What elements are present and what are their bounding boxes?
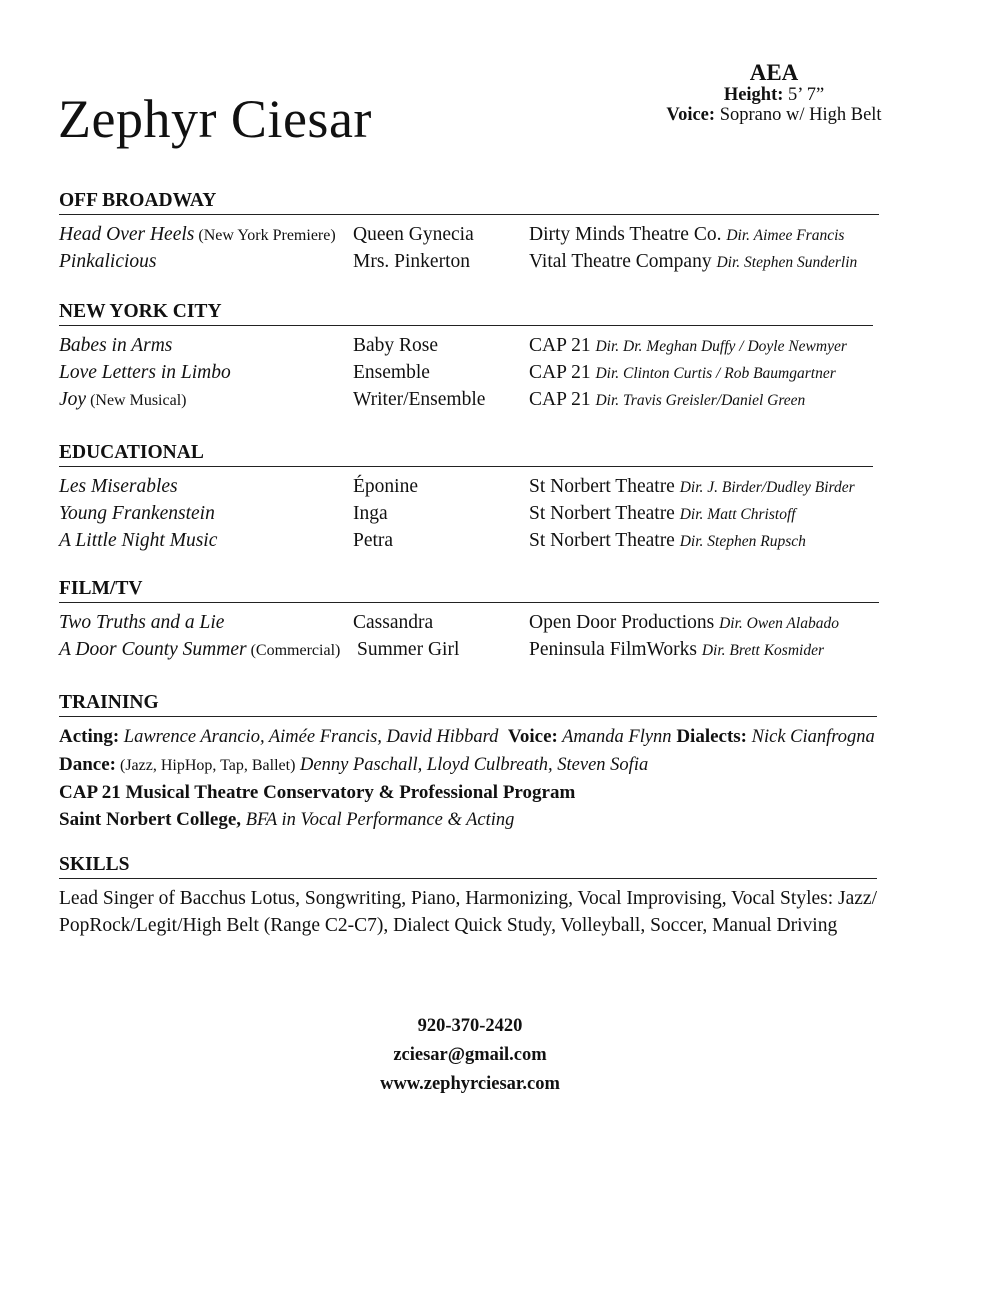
director: Dir. Travis Greisler/Daniel Green [595,392,806,409]
credit-row [59,248,879,275]
credit-row [59,386,873,413]
role: Queen Gynecia [353,224,474,245]
dance-styles: (Jazz, HipHop, Tap, Ballet) [115,757,296,774]
role: Cassandra [353,612,434,633]
section-training [59,692,877,834]
contact-phone: 920-370-2420 [417,1016,523,1036]
show-title: A Door County Summer [59,639,247,660]
section-off-broadway [59,190,879,275]
role: Ensemble [353,362,430,383]
dance-label: Dance: [59,754,116,775]
show-title: Joy [59,389,87,410]
skills-line: PopRock/Legit/High Belt (Range C2-C7), Dialect Quick Study, Volleyball, Soccer, Manual Driving [59,915,838,936]
section-new-york-city [59,301,873,413]
height-label: Height: [723,85,784,105]
acting-label: Acting: [59,726,120,747]
section-title: FILM/TV [59,578,879,603]
dialects-teachers: Nick Cianfrogna [747,727,875,747]
credit-row [59,221,879,248]
section-educational [59,442,873,554]
director: Dir. Clinton Curtis / Rob Baumgartner [595,365,836,382]
section-film-tv [59,578,879,663]
section-title: NEW YORK CITY [59,301,873,326]
voice-teachers: Amanda Flynn [557,727,672,747]
director: Dir. J. Birder/Dudley Birder [679,479,855,496]
director: Dir. Owen Alabado [719,615,839,632]
director: Dir. Stephen Rupsch [679,533,806,550]
actor-name: Zephyr Ciesar [58,89,372,149]
show-note: (New York Premiere) [194,227,336,244]
skills-text [59,885,877,939]
director: Dir. Aimee Francis [726,227,845,244]
show-title: Head Over Heels [59,224,195,245]
section-title: OFF BROADWAY [59,190,879,215]
credit-row [59,332,873,359]
venue: Vital Theatre Company [529,251,717,272]
venue: Peninsula FilmWorks [529,639,702,660]
credit-row [59,500,873,527]
venue: St Norbert Theatre [529,503,680,524]
role: Writer/Ensemble [353,389,486,410]
role: Petra [353,530,394,551]
section-title: SKILLS [59,854,877,879]
show-title: Love Letters in Limbo [59,362,231,383]
voice-value: Soprano w/ High Belt [715,105,882,125]
voice-line [620,106,928,125]
show-title: Les Miserables [59,476,178,497]
show-title: Pinkalicious [59,251,157,272]
director: Dir. Dr. Meghan Duffy / Doyle Newmyer [595,338,847,355]
contact-block [0,1012,940,1099]
section-title: TRAINING [59,692,877,717]
show-note: (New Musical) [86,392,187,409]
venue: St Norbert Theatre [529,476,680,497]
credit-row [59,473,873,500]
height-value: 5’ 7” [783,85,825,105]
dance-teachers: Denny Paschall, Lloyd Culbreath, Steven Sofia [295,755,649,775]
role: Éponine [353,476,418,497]
role: Mrs. Pinkerton [353,251,470,272]
show-title: Young Frankenstein [59,503,215,524]
show-title: Two Truths and a Lie [59,612,225,633]
training-program: CAP 21 Musical Theatre Conservatory & Professional Program [59,782,576,803]
contact-website: www.zephyrciesar.com [380,1074,560,1094]
height-line [640,86,908,105]
credit-row [59,636,879,663]
venue: CAP 21 [529,389,596,410]
role: Baby Rose [353,335,439,356]
director: Dir. Brett Kosmider [701,642,824,659]
venue: Open Door Productions [529,612,720,633]
training-college-line [59,806,877,834]
union-affiliation: AEA [749,60,799,85]
role: Inga [353,503,388,524]
show-title: A Little Night Music [59,530,218,551]
skills-line: Lead Singer of Bacchus Lotus, Songwriting, Piano, Harmonizing, Vocal Improvising, Vocal Styles: Jazz/ [59,888,877,909]
venue: CAP 21 [529,335,596,356]
section-title: EDUCATIONAL [59,442,873,467]
training-program-line [59,779,877,806]
venue: CAP 21 [529,362,596,383]
venue: St Norbert Theatre [529,530,680,551]
credit-row [59,359,873,386]
show-title: Babes in Arms [59,335,173,356]
contact-email: zciesar@gmail.com [393,1045,547,1065]
voice-training-label: Voice: [507,726,558,747]
training-acting-line [59,723,877,751]
voice-label: Voice: [666,105,716,125]
credit-row [59,527,873,554]
training-dance-line [59,751,877,779]
director: Dir. Stephen Sunderlin [716,254,858,271]
credit-row [59,609,879,636]
dialects-label: Dialects: [676,726,748,747]
section-skills [59,854,877,939]
director: Dir. Matt Christoff [679,506,796,523]
venue: Dirty Minds Theatre Co. [529,224,727,245]
college-degree: BFA in Vocal Performance & Acting [241,810,515,830]
role: Summer Girl [357,639,460,660]
college-name: Saint Norbert College, [59,809,242,830]
show-note: (Commercial) [246,642,341,659]
acting-teachers: Lawrence Arancio, Aimée Francis, David Hibbard [119,727,499,747]
